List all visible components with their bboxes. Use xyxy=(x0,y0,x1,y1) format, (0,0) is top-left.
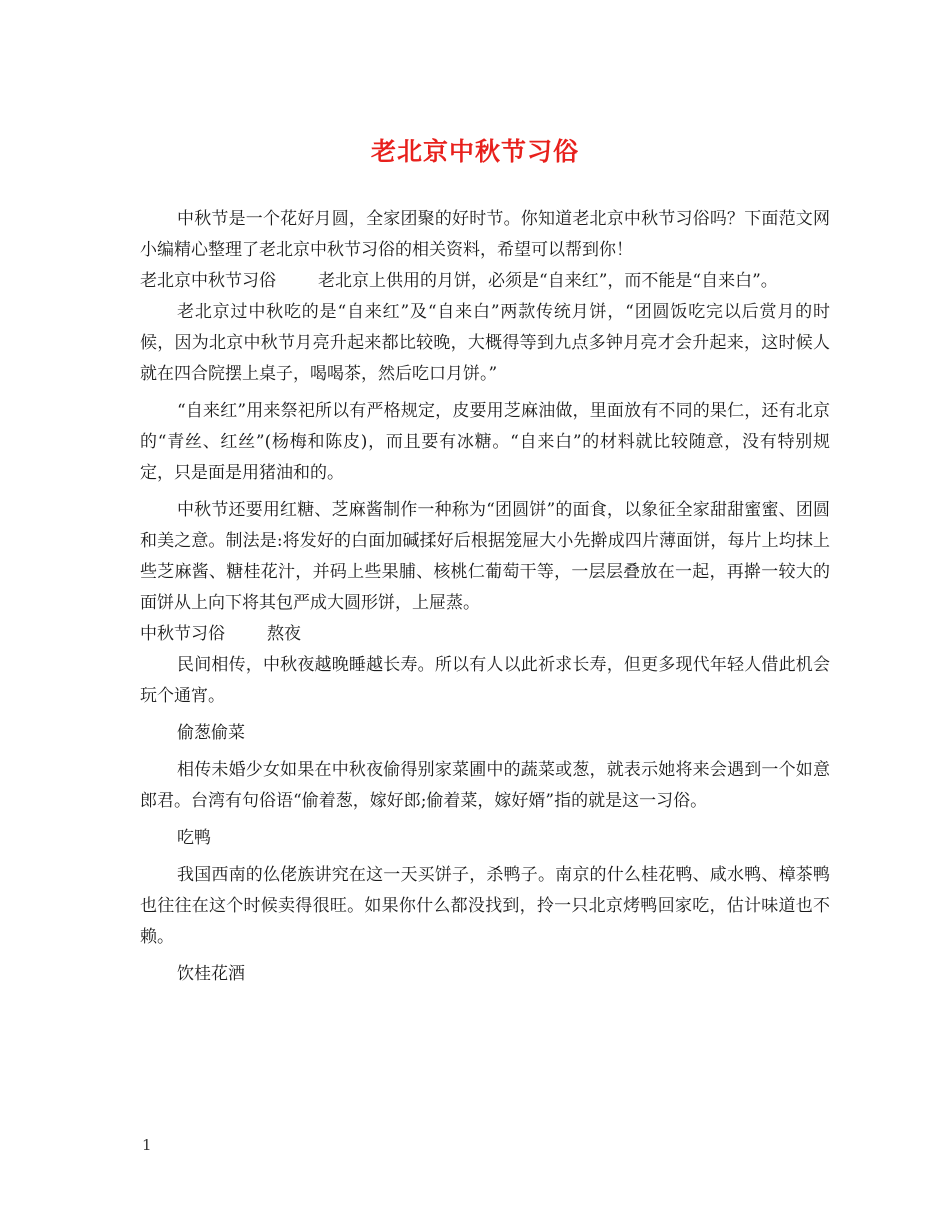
paragraph-chiya: 我国西南的仫佬族讲究在这一天买饼子，杀鸭子。南京的什么桂花鸭、咸水鸭、樟茶鸭也往往在这个时候卖得很旺。如果你什么都没找到，拎一只北京烤鸭回家吃，估计味道也不赖。 xyxy=(140,865,830,947)
subheading-touconguocai: 偷葱偷菜 xyxy=(177,723,245,743)
section-heading: 中秋节习俗 xyxy=(140,624,225,644)
document-body xyxy=(140,204,830,996)
paragraph-section-laobeijing xyxy=(140,266,830,297)
paragraph-intro: 中秋节是一个花好月圆，全家团聚的好时节。你知道老北京中秋节习俗吗？下面范文网小编精心整理了老北京中秋节习俗的相关资料，希望可以帮到你！ xyxy=(140,209,830,260)
paragraph-aoye: 民间相传，中秋夜越晚睡越长寿。所以有人以此祈求长寿，但更多现代年轻人借此机会玩个通宵。 xyxy=(140,655,830,706)
paragraph-text: 老北京上供用的月饼，必须是“自来红”，而不能是“自来白”。 xyxy=(318,271,778,291)
paragraph-mooncake-types: 老北京过中秋吃的是“自来红”及“自来白”两款传统月饼，“团圆饭吃完以后赏月的时候，因为北京中秋节月亮升起来都比较晚，大概得等到九点多钟月亮才会升起来，这时候人就在四合院摆上桌子，喝喝茶，然后吃口月饼。” xyxy=(140,302,830,384)
paragraph-zilaihong: “自来红”用来祭祀所以有严格规定，皮要用芝麻油做，里面放有不同的果仁，还有北京的“青丝、红丝”(杨梅和陈皮)，而且要有冰糖。“自来白”的材料就比较随意，没有特别规定，只是面是用猪油和的。 xyxy=(140,401,830,483)
subheading-chiya: 吃鸭 xyxy=(177,828,211,848)
paragraph-text: 熬夜 xyxy=(267,624,301,644)
section-heading: 老北京中秋节习俗 xyxy=(140,271,276,291)
document-title: 老北京中秋节习俗 xyxy=(370,137,579,166)
paragraph-touconguocai: 相传未婚少女如果在中秋夜偷得别家菜圃中的蔬菜或葱，就表示她将来会遇到一个如意郎君。台湾有句俗语“偷着葱，嫁好郎;偷着菜，嫁好婿”指的就是这一习俗。 xyxy=(140,760,830,811)
paragraph-section-customs xyxy=(140,619,830,650)
paragraph-tuanyuanbing: 中秋节还要用红糖、芝麻酱制作一种称为“团圆饼”的面食，以象征全家甜甜蜜蜜、团圆和美之意。制法是:将发好的白面加碱揉好后根据笼屉大小先擀成四片薄面饼，每片上均抹上些芝麻酱、糖桂花汁，并码上些果脯、核桃仁葡萄干等，一层层叠放在一起，再擀一较大的面饼从上向下将其包严成大圆形饼，上屉蒸。 xyxy=(140,500,830,613)
subheading-guihuajiu: 饮桂花酒 xyxy=(177,964,245,984)
page-number: 1 xyxy=(142,1136,152,1154)
